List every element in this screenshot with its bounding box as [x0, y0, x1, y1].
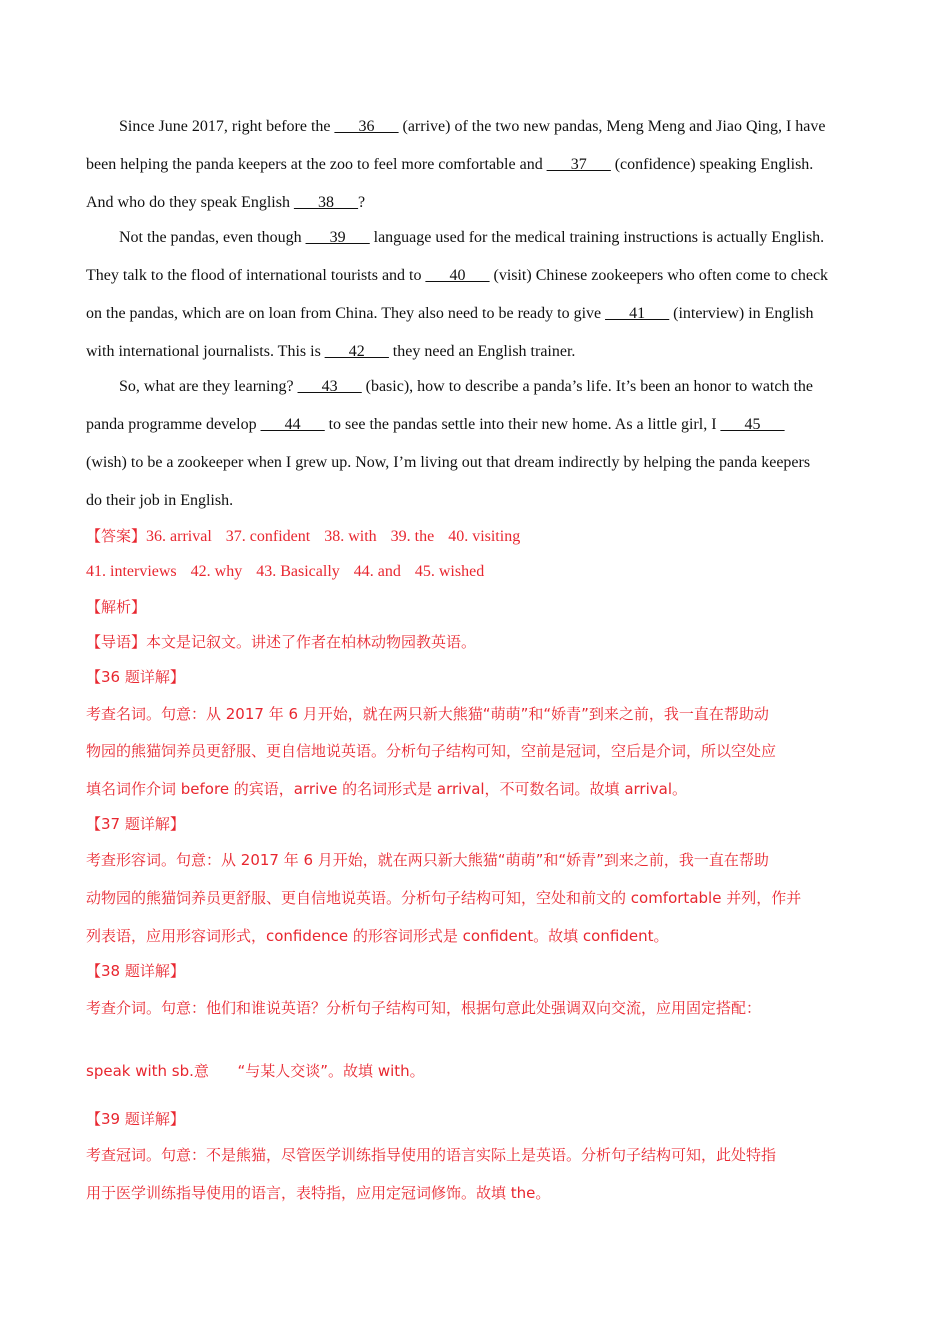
blank-44: ___44___	[260, 416, 325, 433]
passage-line: been helping the panda keepers at the zoo to feel more comfortable and ___37___ (confidence) speaking English.	[86, 156, 814, 173]
passage-line: with international journalists. This is ___42___ they need an English trainer.	[86, 343, 576, 360]
passage-line: Not the pandas, even though ___39___ language used for the medical training instructions is actually English.	[119, 229, 825, 246]
q38-line: speak with sb.意 “与某人交谈”。故填 with。	[86, 1062, 425, 1080]
passage-line: panda programme develop ___44___ to see the pandas settle into their new home. As a little girl, I ___45___	[86, 416, 785, 433]
q36-line: 填名词作介词 before 的宾语，arrive 的名词形式是 arrival，不可数名词。故填 arrival。	[86, 780, 687, 798]
blank-43: ___43___	[297, 378, 362, 395]
passage-line: So, what are they learning? ___43___ (basic), how to describe a panda’s life. It’s been an honor to watch the	[119, 378, 814, 395]
passage-line: Since June 2017, right before the ___36___ (arrive) of the two new pandas, Meng Meng and Jiao Qing, I have	[119, 118, 826, 135]
blank-39: ___39___	[305, 229, 370, 246]
q39-heading: 【39 题详解】	[86, 1110, 185, 1128]
blank-45: ___45___	[720, 416, 785, 433]
blank-41: ___41___	[605, 305, 670, 322]
passage-line: (wish) to be a zookeeper when I grew up. Now, I’m living out that dream indirectly by helping the panda keepers	[86, 454, 811, 471]
blank-36: ___36___	[334, 118, 399, 135]
q36-heading: 【36 题详解】	[86, 668, 185, 686]
q37-line: 考查形容词。句意：从 2017 年 6 月开始，就在两只新大熊猫“萌萌”和“娇青”到来之前，我一直在帮助	[86, 851, 769, 869]
q38-line: 考查介词。句意：他们和谁说英语？分析句子结构可知，根据句意此处强调双向交流，应用固定搭配：	[86, 999, 762, 1017]
q36-line: 考查名词。句意：从 2017 年 6 月开始，就在两只新大熊猫“萌萌”和“娇青”到来之前，我一直在帮助动	[86, 705, 769, 723]
analysis-label: 【解析】	[86, 598, 147, 616]
blank-42: ___42___	[324, 343, 389, 360]
q39-line: 考查冠词。句意：不是熊猫，尽管医学训练指导使用的语言实际上是英语。分析句子结构可知，此处特指	[86, 1146, 777, 1164]
q38-heading: 【38 题详解】	[86, 962, 185, 980]
blank-37: ___37___	[546, 156, 611, 173]
passage-line: They talk to the flood of international tourists and to ___40___ (visit) Chinese zookeepers who often come to check	[86, 267, 829, 284]
passage-line: And who do they speak English ___38___?	[86, 194, 366, 211]
passage-line: on the pandas, which are on loan from China. They also need to be ready to give ___41___ (interview) in English	[86, 305, 814, 322]
q39-line: 用于医学训练指导使用的语言，表特指，应用定冠词修饰。故填 the。	[86, 1184, 551, 1202]
answer-label: 【答案】	[86, 527, 147, 545]
blank-38: ___38___	[293, 194, 358, 211]
q37-line: 列表语，应用形容词形式，confidence 的形容词形式是 confident。故填 confident。	[86, 927, 669, 945]
blank-40: ___40___	[425, 267, 490, 284]
answer-row: 41. interviews 42. why 43. Basically 44. and 45. wished	[86, 563, 485, 580]
q37-line: 动物园的熊猫饲养员更舒服、更自信地说英语。分析句子结构可知，空处和前文的 comfortable 并列，作并	[86, 889, 802, 907]
q37-heading: 【37 题详解】	[86, 815, 185, 833]
answer-row: 【答案】36. arrival 37. confident 38. with 39. the 40. visiting	[86, 527, 521, 545]
q36-line: 物园的熊猫饲养员更舒服、更自信地说英语。分析句子结构可知，空前是冠词，空后是介词，所以空处应	[86, 742, 777, 760]
passage-line: do their job in English.	[86, 492, 234, 509]
analysis-intro: 【导语】本文是记叙文。讲述了作者在柏林动物园教英语。	[86, 633, 477, 651]
